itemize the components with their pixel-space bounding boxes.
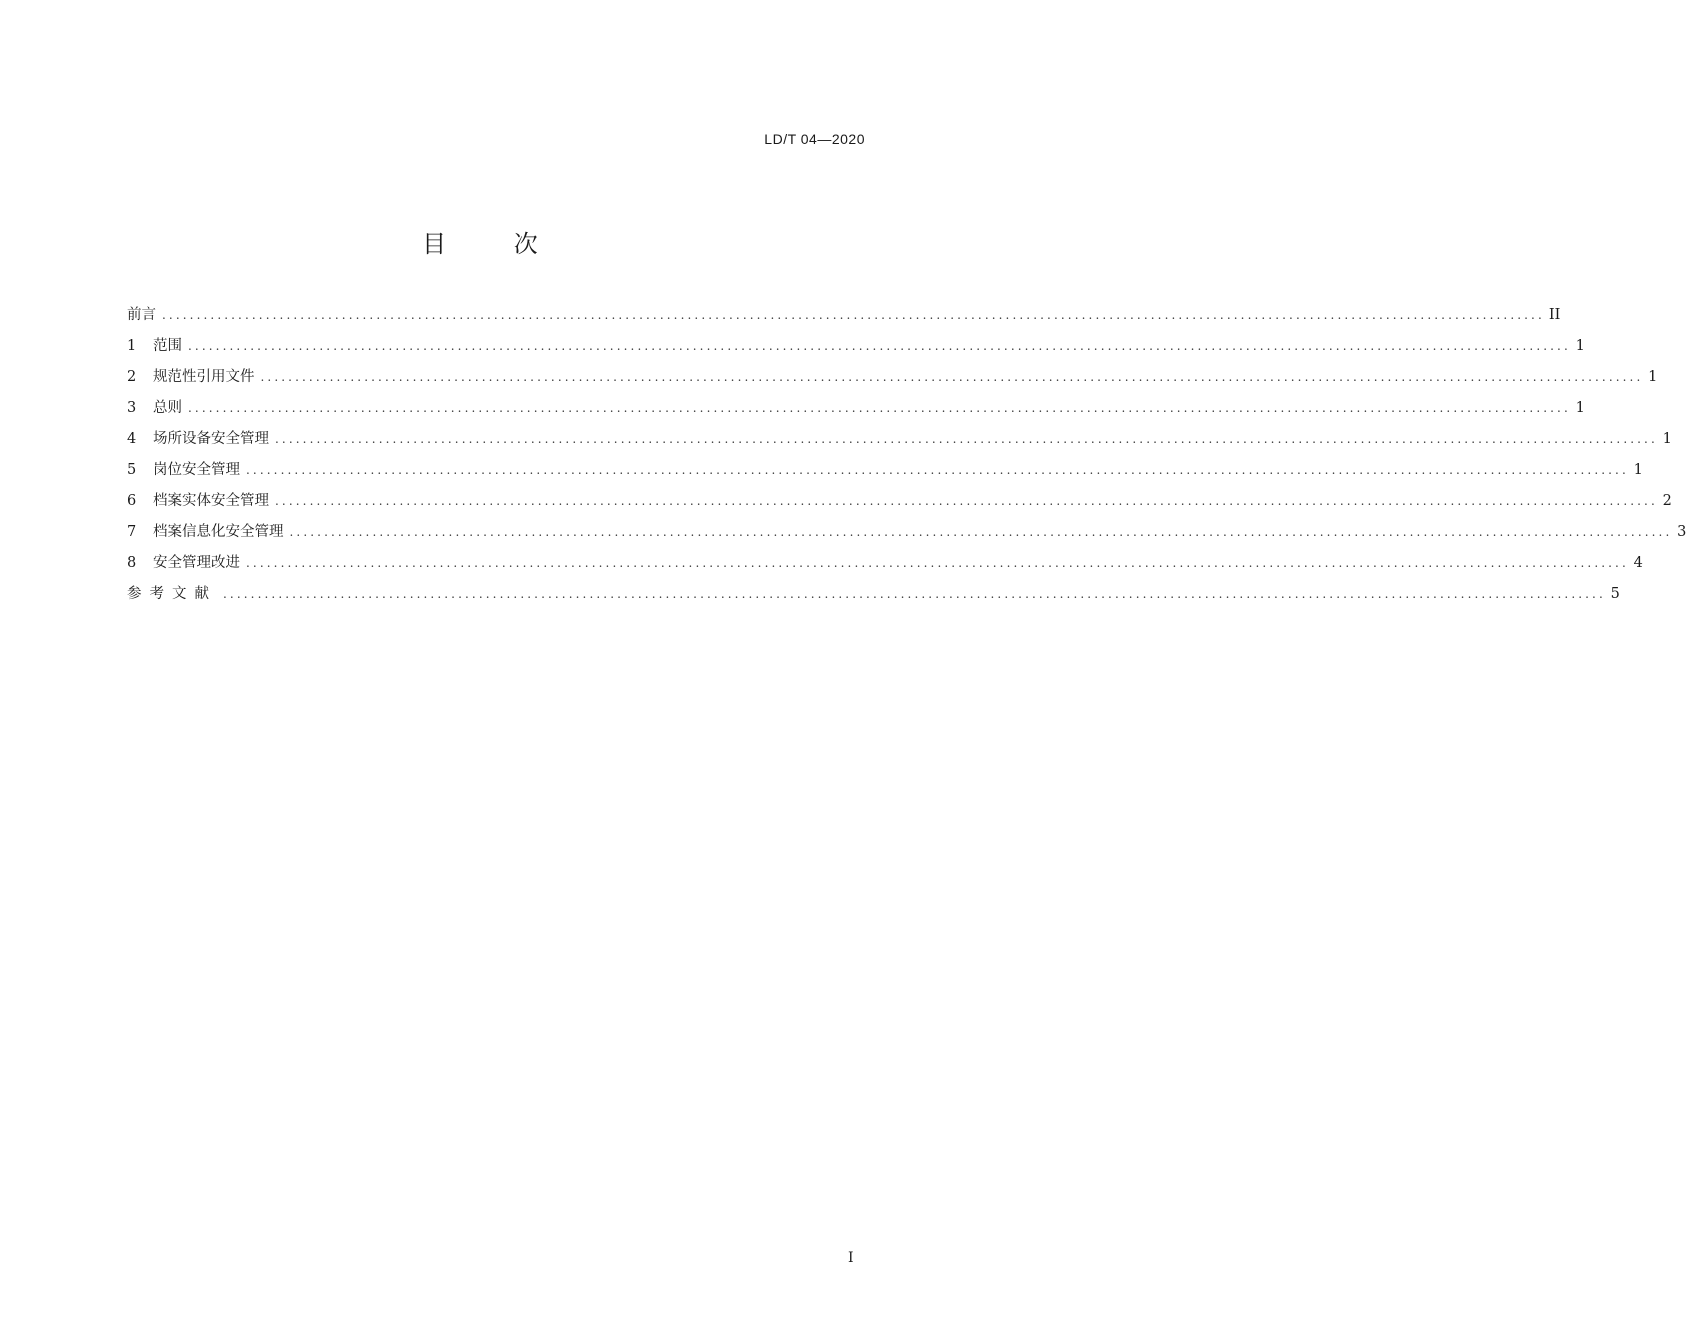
toc-entry-label: 规范性引用文件: [153, 369, 255, 385]
page-number: I: [848, 1250, 854, 1266]
toc-entry-page: 1: [1662, 431, 1672, 447]
page-title: 目 次: [422, 230, 568, 258]
toc-entry-page: 4: [1633, 555, 1643, 571]
toc-entry-label: 参考文献: [127, 586, 217, 602]
toc-entry-number: 7: [127, 524, 137, 540]
toc-entry-label: 总则: [153, 400, 182, 416]
toc-entry-number: 5: [127, 462, 137, 478]
toc-entry-label: 前言: [127, 307, 156, 323]
toc-entry-post-security[interactable]: [127, 455, 1643, 486]
toc-leader-dots: ........................................................................................................................................................................................................: [275, 432, 1658, 446]
toc-entry-number: 2: [127, 369, 137, 385]
toc-entry-bibliography[interactable]: [127, 579, 1620, 610]
toc-entry-general[interactable]: [127, 393, 1585, 424]
toc-entry-number: 4: [127, 431, 137, 447]
toc-leader-dots: ........................................................................................................................................................................................................: [223, 587, 1606, 601]
toc-leader-dots: ........................................................................................................................................................................................................: [246, 463, 1629, 477]
toc-entry-number: 3: [127, 400, 137, 416]
toc-entry-normative-references[interactable]: [127, 362, 1658, 393]
toc-leader-dots: ........................................................................................................................................................................................................: [162, 308, 1545, 322]
toc-entry-page: 5: [1610, 586, 1620, 602]
toc-entry-label: 档案信息化安全管理: [153, 524, 284, 540]
toc-entry-scope[interactable]: [127, 331, 1585, 362]
toc-leader-dots: ........................................................................................................................................................................................................: [188, 401, 1571, 415]
toc-leader-dots: ........................................................................................................................................................................................................: [275, 494, 1658, 508]
toc-entry-page: II: [1548, 307, 1561, 323]
toc-entry-page: 1: [1575, 400, 1585, 416]
toc-leader-dots: ........................................................................................................................................................................................................: [246, 556, 1629, 570]
toc-entry-label: 范围: [153, 338, 182, 354]
toc-entry-page: 3: [1677, 524, 1686, 540]
toc-entry-label: 岗位安全管理: [153, 462, 240, 478]
toc-entry-physical-archives[interactable]: [127, 486, 1672, 517]
toc-entry-page: 1: [1575, 338, 1585, 354]
toc-entry-number: 1: [127, 338, 137, 354]
standard-code: LD/T 04—2020: [764, 131, 865, 147]
toc-leader-dots: ........................................................................................................................................................................................................: [260, 370, 1644, 384]
toc-entry-label: 档案实体安全管理: [153, 493, 269, 509]
toc-entry-label: 场所设备安全管理: [153, 431, 269, 447]
toc-entry-page: 2: [1662, 493, 1672, 509]
toc-leader-dots: ........................................................................................................................................................................................................: [289, 525, 1673, 539]
toc-entry-number: 6: [127, 493, 137, 509]
table-of-contents: [127, 300, 1686, 610]
toc-entry-number: 8: [127, 555, 137, 571]
toc-entry-management-improvement[interactable]: [127, 548, 1643, 579]
toc-entry-preface[interactable]: [127, 300, 1561, 331]
toc-entry-page: 1: [1648, 369, 1658, 385]
toc-leader-dots: ........................................................................................................................................................................................................: [188, 339, 1571, 353]
toc-entry-label: 安全管理改进: [153, 555, 240, 571]
toc-entry-page: 1: [1633, 462, 1643, 478]
toc-entry-facility-equipment[interactable]: [127, 424, 1672, 455]
toc-entry-archive-informatization[interactable]: [127, 517, 1686, 548]
